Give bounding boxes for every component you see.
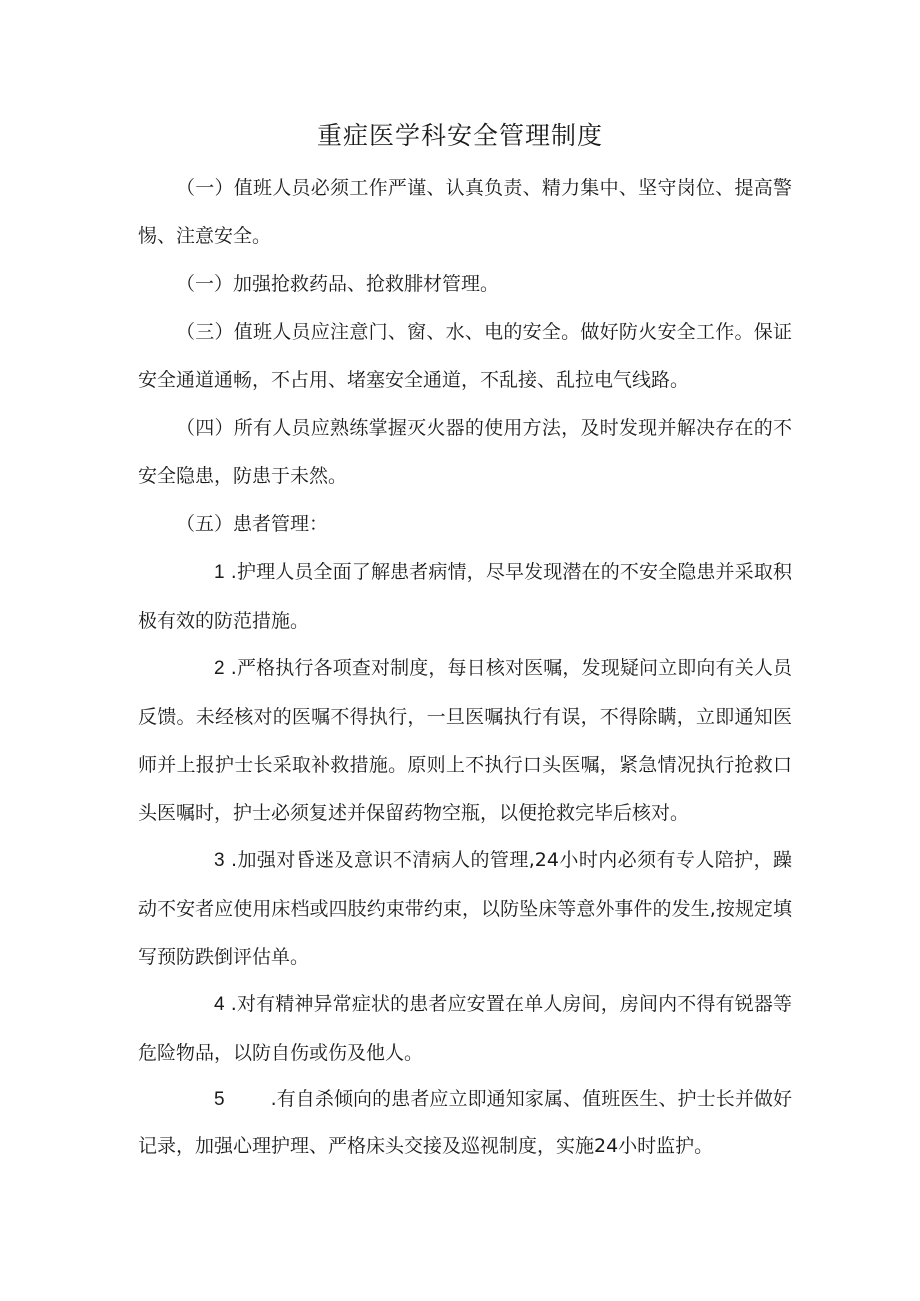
- paragraph-rescue-supplies: （一）加强抢救药品、抢救腓材管理。: [176, 273, 500, 295]
- list-item-1: [138, 548, 792, 645]
- list-item-number: 2: [214, 658, 225, 679]
- paragraph-duty-staff: （一）值班人员必须工作严谨、认真负责、精力集中、坚守岗位、提高警惕、注意安全。: [138, 177, 792, 247]
- list-item-4: [138, 980, 792, 1077]
- list-item-2: [138, 644, 792, 837]
- paragraph-patient-management: （五）患者管理：: [176, 513, 329, 535]
- list-item-number: 1: [214, 562, 225, 583]
- list-item-3: [138, 836, 792, 981]
- list-item-text: .护理人员全面了解患者病情，尽早发现潜在的不安全隐患并采取积极有效的防范措施。: [138, 561, 792, 632]
- paragraph-extinguisher: （四）所有人员应熟练掌握灭火器的使用方法，及时发现并解决存在的不安全隐患，防患于未然。: [138, 417, 792, 487]
- list-item-number: 3: [214, 850, 225, 871]
- list-item-text: .加强对昏迷及意识不清病人的管理,24小时内必须有专人陪护，躁动不安者应使用床档或四肢约束带约束，以防坠床等意外事件的发生,按规定填写预防跌倒评估单。: [138, 849, 792, 968]
- list-item-text: .严格执行各项查对制度，每日核对医嘱，发现疑问立即向有关人员反馈。未经核对的医嘱不得执行，一旦医嘱执行有误，不得除瞒，立即通知医师并上报护士长采取补救措施。原则上不执行口头医嘱，紧急情况执行抢救口头医嘱时，护士必须复述并保留药物空瓶，以便抢救完毕后核对。: [138, 657, 792, 824]
- list-item-5: [138, 1076, 792, 1169]
- list-item-text: .有自杀倾向的患者应立即通知家属、值班医生、护士长并做好记录，加强心理护理、严格床头交接及巡视制度，实施24小时监护。: [138, 1088, 792, 1157]
- paragraph-fire-safety: （三）值班人员应注意门、窗、水、电的安全。做好防火安全工作。保证安全通道通畅，不占用、堵塞安全通道，不乱接、乱拉电气线路。: [138, 321, 792, 391]
- list-item-number: 4: [214, 994, 225, 1015]
- list-item-number: 5: [214, 1089, 225, 1110]
- document-title: 重症医学科安全管理制度: [316, 121, 603, 150]
- list-item-text: .对有精神异常症状的患者应安置在单人房间，房间内不得有锐器等危险物品，以防自伤或伤及他人。: [138, 993, 792, 1064]
